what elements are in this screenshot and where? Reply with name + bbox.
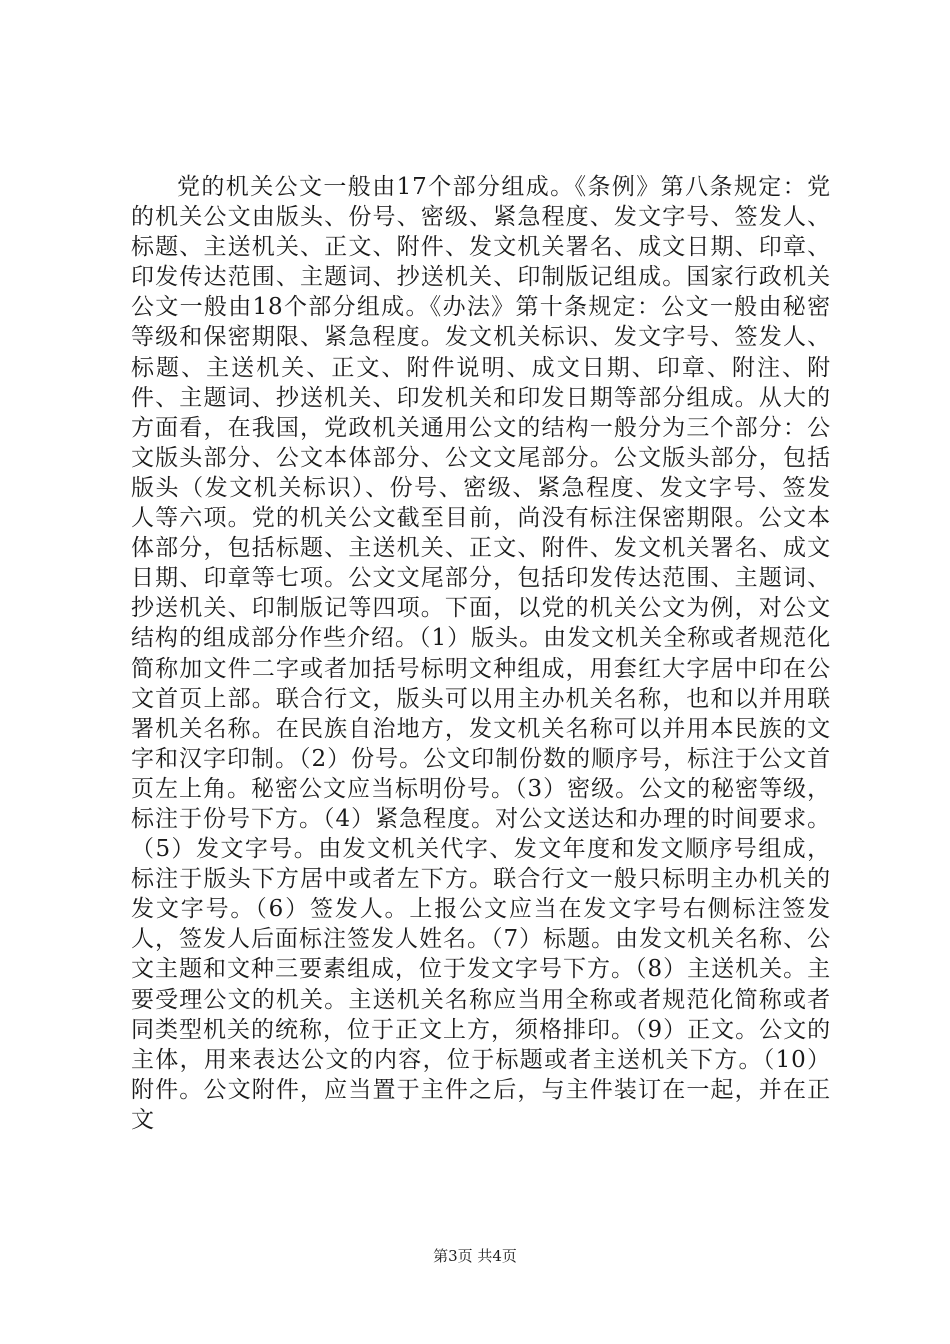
body-paragraph: 党的机关公文一般由17个部分组成。《条例》第八条规定：党的机关公文由版头、份号、密级、紧急程度、发文字号、签发人、标题、主送机关、正文、附件、发文机关署名、成文日期、印章、印发传达范围、主题词、抄送机关、印制版记组成。国家行政机关公文一般由18个部分组成。《办法》第十条规定：公文一般由秘密等级和保密期限、紧急程度。发文机关标识、发文字号、签发人、标题、主送机关、正文、附件说明、成文日期、印章、附注、附件、主题词、抄送机关、印发机关和印发日期等部分组成。从大的方面看，在我国，党政机关通用公文的结构一般分为三个部分：公文版头部分、公文本体部分、公文文尾部分。公文版头部分，包括版头（发文机关标识）、份号、密级、紧急程度、发文字号、签发人等六项。党的机关公文截至目前，尚没有标注保密期限。公文本体部分，包括标题、主送机关、正文、附件、发文机关署名、成文日期、印章等七项。公文文尾部分，包括印发传达范围、主题词、抄送机关、印制版记等四项。下面，以党的机关公文为例，对公文结构的组成部分作些介绍。（1）版头。由发文机关全称或者规范化简称加文件二字或者加括号标明文种组成，用套红大字居中印在公文首页上部。联合行文，版头可以用主办机关名称，也和以并用联署机关名称。在民族自治地方，发文机关名称可以并用本民族的文字和汉字印制。（2）份号。公文印制份数的顺序号，标注于公文首页左上角。秘密公文应当标明份号。（3）密级。公文的秘密等级，标注于份号下方。（4）紧急程度。对公文送达和办理的时间要求。（5）发文字号。由发文机关代字、发文年度和发文顺序号组成，标注于版头下方居中或者左下方。联合行文一般只标明主办机关的发文字号。（6）签发人。上报公文应当在发文字号右侧标注签发人，签发人后面标注签发人姓名。（7）标题。由发文机关名称、公文主题和文种三要素组成，位于发文字号下方。（8）主送机关。主要受理公文的机关。主送机关名称应当用全称或者规范化简称或者同类型机关的统称，位于正文上方，须格排印。（9）正文。公文的主体，用来表达公文的内容，位于标题或者主送机关下方。（10）附件。公文附件，应当置于主件之后，与主件装订在一起，并在正文 [131, 174, 831, 1133]
page-number-footer: 第3页 共4页 [433, 1247, 517, 1265]
